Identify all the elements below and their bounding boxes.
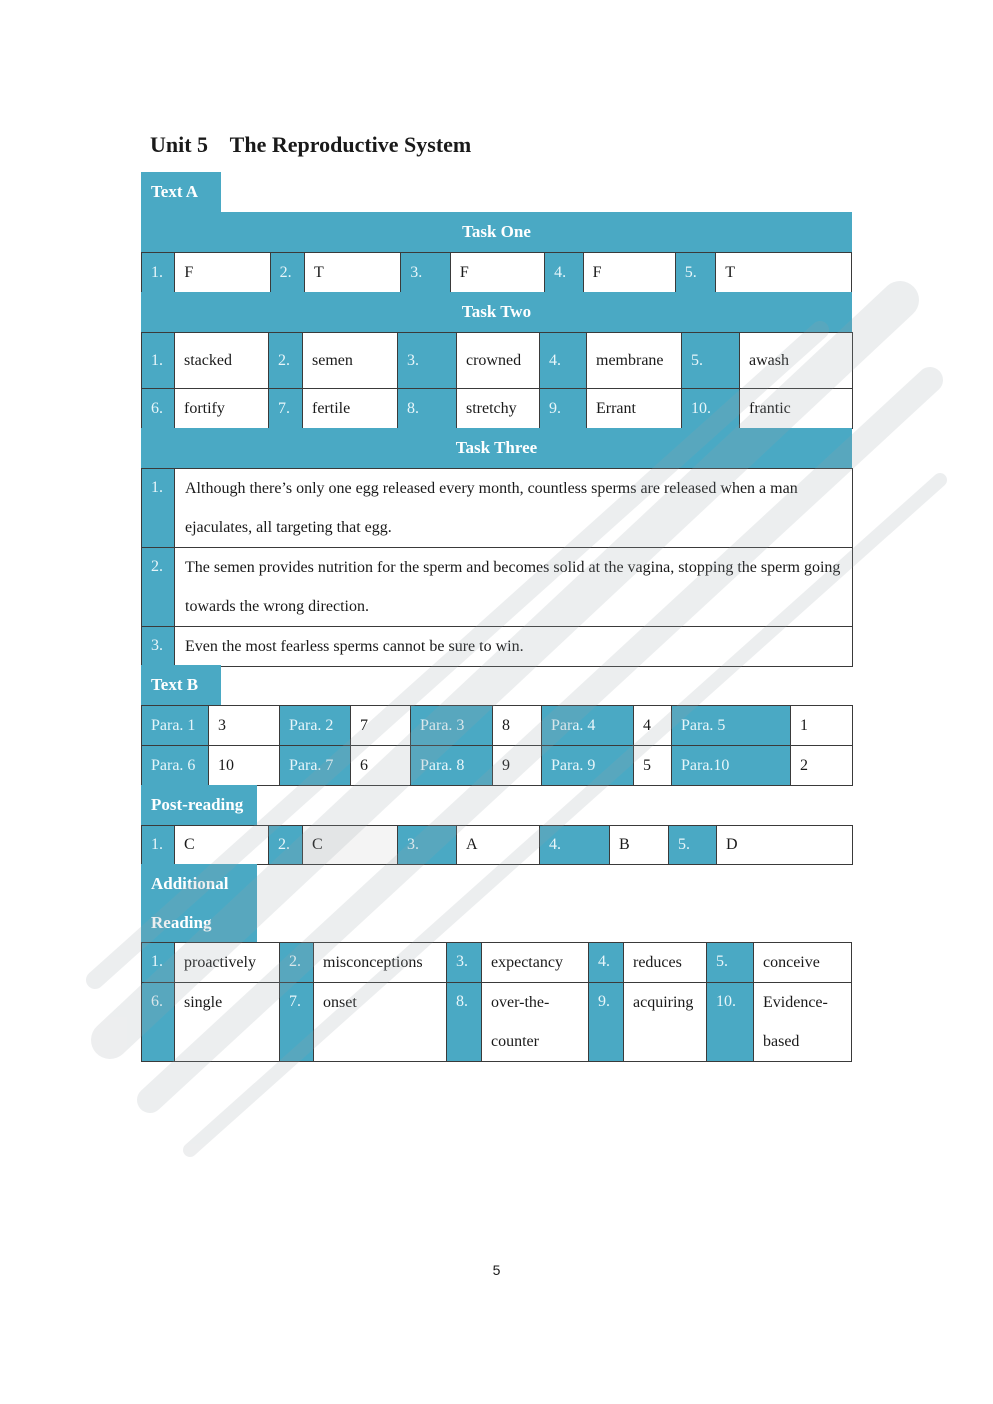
task-two-answer: fertile: [303, 389, 398, 429]
page-title: Unit 5 The Reproductive System: [150, 132, 472, 157]
task-one-answer: F: [450, 253, 544, 293]
additional-reading-answer: conceive: [754, 943, 852, 983]
additional-reading-answer: over-the-counter: [482, 983, 589, 1062]
text-b-answer: 5: [634, 746, 672, 786]
additional-reading-num: 1.: [142, 943, 175, 983]
additional-reading-num: 7.: [280, 983, 314, 1062]
task-two-answer: stretchy: [457, 389, 540, 429]
additional-reading-label-line2: Reading: [151, 913, 212, 932]
task-two-num: 10.: [682, 389, 740, 429]
post-reading-answer: A: [457, 826, 540, 865]
post-reading-table: [141, 825, 853, 865]
additional-reading-num: 9.: [589, 983, 624, 1062]
task-two-num: 6.: [142, 389, 175, 429]
text-b-answer: 2: [791, 746, 853, 786]
text-b-para: Para. 1: [142, 706, 209, 746]
additional-reading-num: 3.: [447, 943, 482, 983]
text-b-para: Para. 8: [411, 746, 493, 786]
task-two-answer: crowned: [457, 333, 540, 389]
post-reading-label: Post-reading: [141, 785, 257, 825]
post-reading-answer: C: [175, 826, 269, 865]
task-three-header: Task Three: [141, 428, 852, 468]
task-three-num: 1.: [142, 469, 175, 548]
additional-reading-answer: misconceptions: [314, 943, 447, 983]
task-three-answer: The semen provides nutrition for the sperm and becomes solid at the vagina, stopping the sperm going towards the wrong direction.: [175, 548, 853, 627]
task-two-num: 8.: [398, 389, 457, 429]
additional-reading-table: [141, 942, 852, 1062]
additional-reading-answer: Evidence-based: [754, 983, 852, 1062]
post-reading-num: 3.: [398, 826, 457, 865]
additional-reading-answer: proactively: [175, 943, 280, 983]
task-three-table: [141, 468, 853, 667]
text-b-para: Para.10: [672, 746, 791, 786]
task-two-num: 7.: [269, 389, 303, 429]
task-two-answer: awash: [740, 333, 853, 389]
text-b-para: Para. 9: [542, 746, 634, 786]
task-three-num: 2.: [142, 548, 175, 627]
text-b-para: Para. 3: [411, 706, 493, 746]
additional-reading-answer: single: [175, 983, 280, 1062]
post-reading-num: 1.: [142, 826, 175, 865]
task-one-num: 1.: [142, 253, 175, 293]
task-one-num: 5.: [675, 253, 716, 293]
task-three-answer: Although there’s only one egg released every month, countless sperms are released when a man ejaculates, all targeting that egg.: [175, 469, 853, 548]
additional-reading-answer: reduces: [624, 943, 707, 983]
task-one-answer: T: [716, 253, 852, 293]
text-b-answer: 7: [351, 706, 411, 746]
task-two-num: 2.: [269, 333, 303, 389]
task-two-num: 1.: [142, 333, 175, 389]
text-b-table: [141, 705, 853, 786]
text-b-para: Para. 2: [280, 706, 351, 746]
additional-reading-answer: acquiring: [624, 983, 707, 1062]
text-b-answer: 4: [634, 706, 672, 746]
post-reading-answer: C: [303, 826, 398, 865]
additional-reading-num: 6.: [142, 983, 175, 1062]
text-b-para: Para. 6: [142, 746, 209, 786]
task-one-answer: T: [305, 253, 401, 293]
task-two-answer: frantic: [740, 389, 853, 429]
task-two-table: [141, 332, 853, 429]
text-b-label: Text B: [141, 665, 221, 705]
additional-reading-label: [141, 864, 257, 942]
additional-reading-answer: expectancy: [482, 943, 589, 983]
task-two-num: 3.: [398, 333, 457, 389]
task-two-answer: stacked: [175, 333, 269, 389]
text-b-answer: 1: [791, 706, 853, 746]
task-three-num: 3.: [142, 627, 175, 667]
post-reading-num: 5.: [669, 826, 717, 865]
additional-reading-num: 4.: [589, 943, 624, 983]
text-b-answer: 10: [209, 746, 280, 786]
post-reading-num: 2.: [269, 826, 303, 865]
text-b-para: Para. 5: [672, 706, 791, 746]
task-one-num: 2.: [270, 253, 304, 293]
task-two-answer: fortify: [175, 389, 269, 429]
text-b-para: Para. 7: [280, 746, 351, 786]
task-three-answer: Even the most fearless sperms cannot be sure to win.: [175, 627, 853, 667]
additional-reading-answer: onset: [314, 983, 447, 1062]
post-reading-answer: B: [610, 826, 669, 865]
task-one-num: 3.: [401, 253, 451, 293]
text-a-label: Text A: [141, 172, 221, 212]
page-number: 5: [492, 1262, 501, 1278]
text-b-answer: 8: [493, 706, 542, 746]
text-b-answer: 6: [351, 746, 411, 786]
task-one-header: Task One: [141, 212, 852, 252]
post-reading-answer: D: [717, 826, 853, 865]
task-one-answer: F: [583, 253, 675, 293]
task-two-answer: Errant: [587, 389, 682, 429]
task-two-answer: membrane: [587, 333, 682, 389]
task-two-num: 4.: [540, 333, 587, 389]
task-one-answer: F: [175, 253, 270, 293]
text-b-answer: 9: [493, 746, 542, 786]
additional-reading-num: 5.: [707, 943, 754, 983]
task-two-answer: semen: [303, 333, 398, 389]
additional-reading-num: 8.: [447, 983, 482, 1062]
task-one-table: [141, 252, 852, 293]
task-two-header: Task Two: [141, 292, 852, 332]
additional-reading-label-line1: Additional: [151, 874, 229, 893]
text-b-para: Para. 4: [542, 706, 634, 746]
additional-reading-num: 2.: [280, 943, 314, 983]
task-one-num: 4.: [545, 253, 583, 293]
text-b-answer: 3: [209, 706, 280, 746]
task-two-num: 9.: [540, 389, 587, 429]
additional-reading-num: 10.: [707, 983, 754, 1062]
post-reading-num: 4.: [540, 826, 610, 865]
task-two-num: 5.: [682, 333, 740, 389]
